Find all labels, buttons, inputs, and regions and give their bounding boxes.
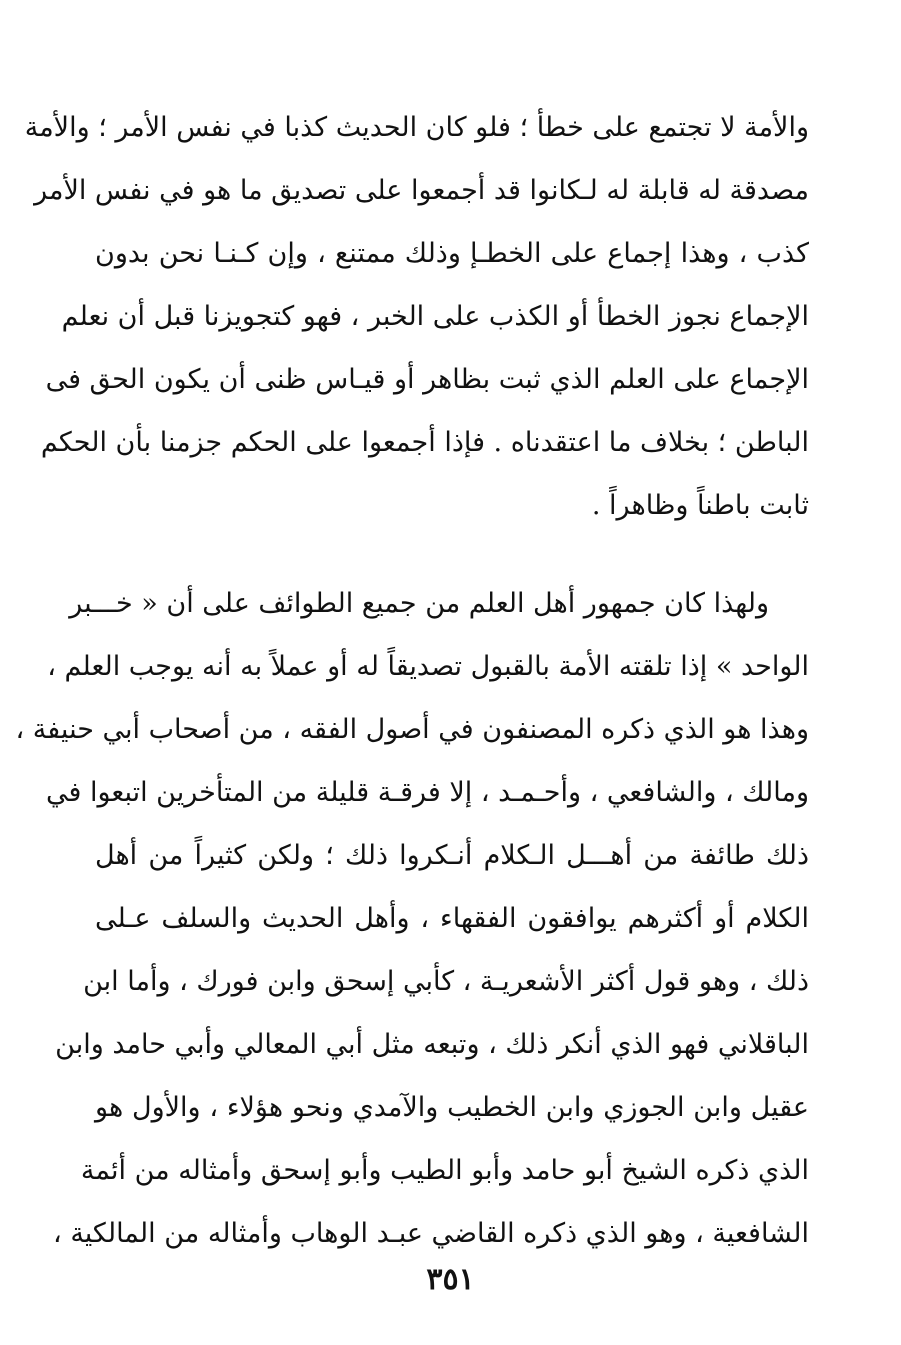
text-line: ثابت باطناً وظاهراً .: [591, 490, 809, 521]
text-line: الإجماع نجوز الخطأ أو الكذب على الخبر ، فهو كتجويزنا قبل أن نعلم: [61, 301, 809, 332]
text-line: ولهذا كان جمهور أهل العلم من جميع الطوائف على أن « خـــبر: [69, 588, 769, 619]
text-line: الشافعية ، وهو الذي ذكره القاضي عبـد الوهاب وأمثاله من المالكية ،: [53, 1218, 809, 1249]
text-line: وهذا هو الذي ذكره المصنفون في أصول الفقه ، من أصحاب أبي حنيفة ،: [15, 714, 809, 745]
text-line: الذي ذكره الشيخ أبو حامد وأبو الطيب وأبو إسحق وأمثاله من أئمة: [80, 1155, 809, 1186]
text-line: الكلام أو أكثرهم يوافقون الفقهاء ، وأهل الحديث والسلف عـلى: [95, 903, 809, 934]
text-line: ذلك ، وهو قول أكثر الأشعريـة ، كأبي إسحق وابن فورك ، وأما ابن: [83, 966, 809, 997]
text-line: الباطن ؛ بخلاف ما اعتقدناه . فإذا أجمعوا على الحكم جزمنا بأن الحكم: [40, 427, 809, 458]
paragraph-2: [15, 572, 809, 1265]
text-line: ومالك ، والشافعي ، وأحـمـد ، إلا فرقـة قليلة من المتأخرين اتبعوا في: [45, 777, 809, 808]
text-line: كذب ، وهذا إجماع على الخطـإ وذلك ممتنع ، وإن كـنـا نحن بدون: [95, 238, 809, 269]
text-line: الباقلاني فهو الذي أنكر ذلك ، وتبعه مثل أبي المعالي وأبي حامد وابن: [55, 1029, 809, 1060]
text-line: والأمة لا تجتمع على خطأ ؛ فلو كان الحديث كذبا في نفس الأمر ؛ والأمة: [24, 112, 809, 143]
text-line: الواحد » إذا تلقته الأمة بالقبول تصديقاً له أو عملاً به أنه يوجب العلم ،: [47, 651, 809, 682]
text-line: عقيل وابن الجوزي وابن الخطيب والآمدي ونحو هؤلاء ، والأول هو: [95, 1092, 809, 1123]
text-line: ذلك طائفة من أهـــل الـكلام أنـكروا ذلك ؛ ولكن كثيراً من أهل: [95, 840, 809, 871]
paragraph-1: [24, 96, 809, 537]
page-number: ٣٥١: [426, 1262, 475, 1297]
text-line: الإجماع على العلم الذي ثبت بظاهر أو قيـاس ظنى أن يكون الحق فى: [45, 364, 809, 395]
text-line: مصدقة له قابلة له لـكانوا قد أجمعوا على تصديق ما هو في نفس الأمر: [34, 175, 809, 206]
